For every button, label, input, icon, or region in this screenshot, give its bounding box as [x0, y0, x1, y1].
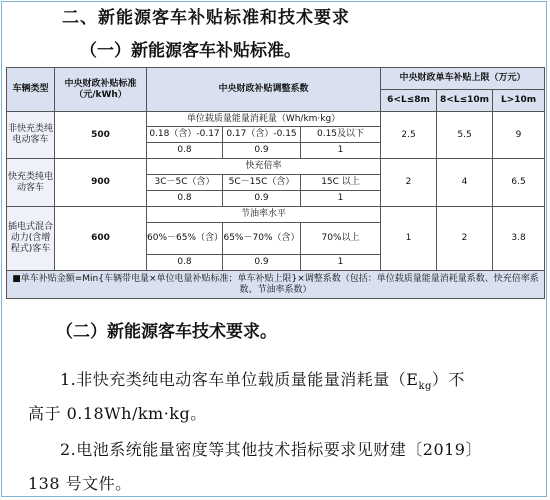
- paragraph-1: [60, 367, 465, 392]
- row-vehicle-type: 非快充类纯电动客车: [7, 112, 55, 159]
- range-cell: 70%以上: [301, 223, 381, 255]
- cap-value: 4: [437, 159, 493, 207]
- range-cell: 0.17（含）-0.15: [223, 127, 301, 143]
- paragraph-1-subscript: kg: [418, 381, 432, 393]
- coeff-cell: 1: [301, 191, 381, 207]
- subsection-heading-technical: （二）新能源客车技术要求。: [56, 322, 277, 342]
- subsidy-table: [6, 67, 545, 299]
- paragraph-1-text: 1.非快充类纯电动客车单位载质量能量消耗量（E: [60, 370, 419, 389]
- table-note: ■单车补贴金额=Min{车辆带电量×单位电量补贴标准；单车补贴上限}×调整系数（包括：单位载质量能量消耗量系数、快充倍率系数、节油率系数）: [7, 271, 545, 299]
- coeff-cell: 0.9: [223, 191, 301, 207]
- header-coefficient: 中央财政补贴调整系数: [147, 68, 381, 112]
- header-cap-range: L>10m: [493, 90, 545, 112]
- cap-value: 1: [381, 207, 437, 271]
- row-vehicle-type: 快充类纯电动客车: [7, 159, 55, 207]
- subsection-heading-standard: （一）新能源客车补贴标准。: [80, 41, 301, 61]
- paragraph-1-text-end: ）不: [431, 370, 465, 389]
- range-cell: 3C－5C（含）: [147, 175, 223, 191]
- range-cell: 65%－70%（含）: [223, 223, 301, 255]
- cap-value: 2: [437, 207, 493, 271]
- row-vehicle-type: 插电式混合动力(含增程式)客车: [7, 207, 55, 271]
- row-criterion: 单位载质量能量消耗量（Wh/km·kg）: [147, 112, 381, 127]
- coeff-cell: 0.8: [147, 143, 223, 159]
- row-criterion: 快充倍率: [147, 159, 381, 175]
- coeff-cell: 0.8: [147, 255, 223, 271]
- range-cell: 15C 以上: [301, 175, 381, 191]
- header-cap-range: 6<L≤8m: [381, 90, 437, 112]
- header-cap-range: 8<L≤10m: [437, 90, 493, 112]
- range-cell: 0.15及以下: [301, 127, 381, 143]
- cap-value: 6.5: [493, 159, 545, 207]
- coeff-cell: 1: [301, 255, 381, 271]
- header-standard: 中央财政补贴标准（元/kWh）: [55, 68, 147, 112]
- coeff-cell: 0.8: [147, 191, 223, 207]
- section-heading: 二、新能源客车补贴标准和技术要求: [62, 8, 350, 28]
- row-criterion: 节油率水平: [147, 207, 381, 223]
- paragraph-1-continuation: 高于 0.18Wh/km·kg。: [28, 404, 207, 423]
- cap-value: 2.5: [381, 112, 437, 159]
- coeff-cell: 0.9: [223, 255, 301, 271]
- row-standard-value: 900: [55, 159, 147, 207]
- cap-value: 3.8: [493, 207, 545, 271]
- cap-value: 5.5: [437, 112, 493, 159]
- row-standard-value: 500: [55, 112, 147, 159]
- coeff-cell: 1: [301, 143, 381, 159]
- header-vehicle-type: 车辆类型: [7, 68, 55, 112]
- cap-value: 9: [493, 112, 545, 159]
- range-cell: 5C－15C（含）: [223, 175, 301, 191]
- cap-value: 2: [381, 159, 437, 207]
- paragraph-2: 2.电池系统能量密度等其他技术指标要求见财建〔2019〕: [60, 440, 482, 459]
- header-cap: 中央财政单车补贴上限（万元）: [381, 68, 545, 90]
- range-cell: 60%－65%（含）: [147, 223, 223, 255]
- range-cell: 0.18（含）-0.17: [147, 127, 223, 143]
- paragraph-2-continuation: 138 号文件。: [28, 474, 132, 493]
- coeff-cell: 0.9: [223, 143, 301, 159]
- row-standard-value: 600: [55, 207, 147, 271]
